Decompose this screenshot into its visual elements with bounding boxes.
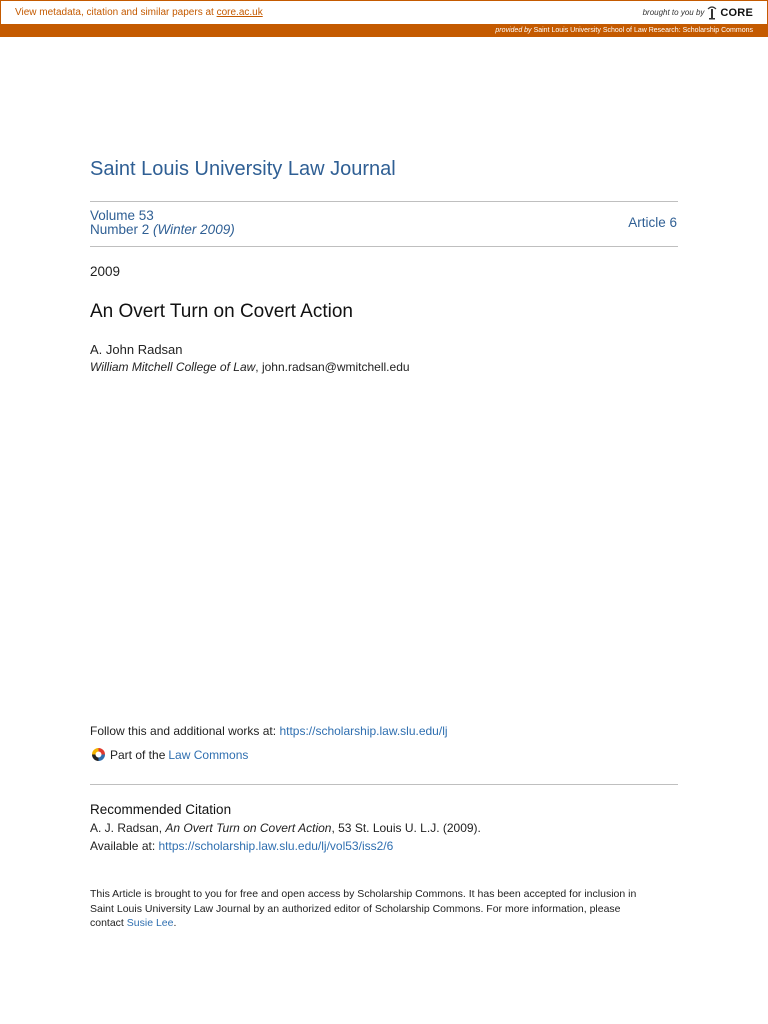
follow-link[interactable]: https://scholarship.law.slu.edu/lj: [279, 724, 448, 738]
volume-block[interactable]: [90, 209, 235, 237]
citation-heading: Recommended Citation: [90, 802, 232, 817]
part-of-line: [90, 746, 248, 763]
citation-title: An Overt Turn on Covert Action: [165, 821, 332, 835]
number-label: Number 2: [90, 222, 150, 237]
citation-author: A. J. Radsan,: [90, 821, 163, 835]
divider-bottom: [90, 784, 678, 785]
core-logo-icon: [707, 6, 717, 20]
access-note-text: This Article is brought to you for free and open access by Scholarship Commons. It has been accepted for inclusion in Saint Louis University Law Journal by an authorized editor of Scholarship Commons. For more information, please contact: [90, 888, 637, 929]
provided-by-label: provided by: [495, 27, 532, 34]
provided-by-source: Saint Louis University School of Law Research: Scholarship Commons: [533, 27, 753, 34]
volume-label: Volume 53: [90, 208, 154, 223]
author-affiliation: [90, 360, 410, 374]
core-metadata-text: [15, 7, 263, 18]
follow-label: Follow this and additional works at:: [90, 724, 277, 738]
citation-text: [90, 821, 481, 835]
article-number[interactable]: Article 6: [628, 215, 677, 230]
article-title: An Overt Turn on Covert Action: [90, 301, 353, 322]
citation-available: [90, 839, 393, 853]
divider-top: [90, 201, 678, 202]
part-of-label: Part of the: [110, 747, 166, 762]
author-email: , john.radsan@wmitchell.edu: [255, 360, 410, 374]
contact-link[interactable]: Susie Lee: [126, 917, 174, 929]
citation-link[interactable]: https://scholarship.law.slu.edu/lj/vol53/iss2/6: [158, 839, 394, 853]
publication-year: 2009: [90, 264, 121, 279]
access-note: [90, 887, 650, 931]
law-commons-link[interactable]: Law Commons: [168, 747, 249, 762]
number-line: [90, 223, 235, 237]
institution-name: William Mitchell College of Law: [90, 360, 256, 374]
divider-middle: [90, 246, 678, 247]
open-access-icon: [90, 746, 107, 763]
core-logo-text: CORE: [720, 6, 753, 19]
access-note-end: .: [173, 917, 177, 929]
citation-source: , 53 St. Louis U. L.J. (2009).: [331, 821, 481, 835]
follow-works: [90, 724, 448, 738]
author-name: A. John Radsan: [90, 342, 183, 357]
core-brought-by[interactable]: [643, 6, 753, 20]
core-metadata-label: View metadata, citation and similar papers at: [15, 7, 214, 18]
core-banner: [0, 0, 768, 24]
journal-title[interactable]: Saint Louis University Law Journal: [90, 158, 396, 180]
available-label: Available at:: [90, 839, 156, 853]
core-link[interactable]: core.ac.uk: [216, 7, 263, 18]
brought-to-you-label: brought to you by: [642, 8, 705, 17]
provided-by-strip: [0, 24, 768, 37]
season-label: (Winter 2009): [153, 222, 235, 237]
